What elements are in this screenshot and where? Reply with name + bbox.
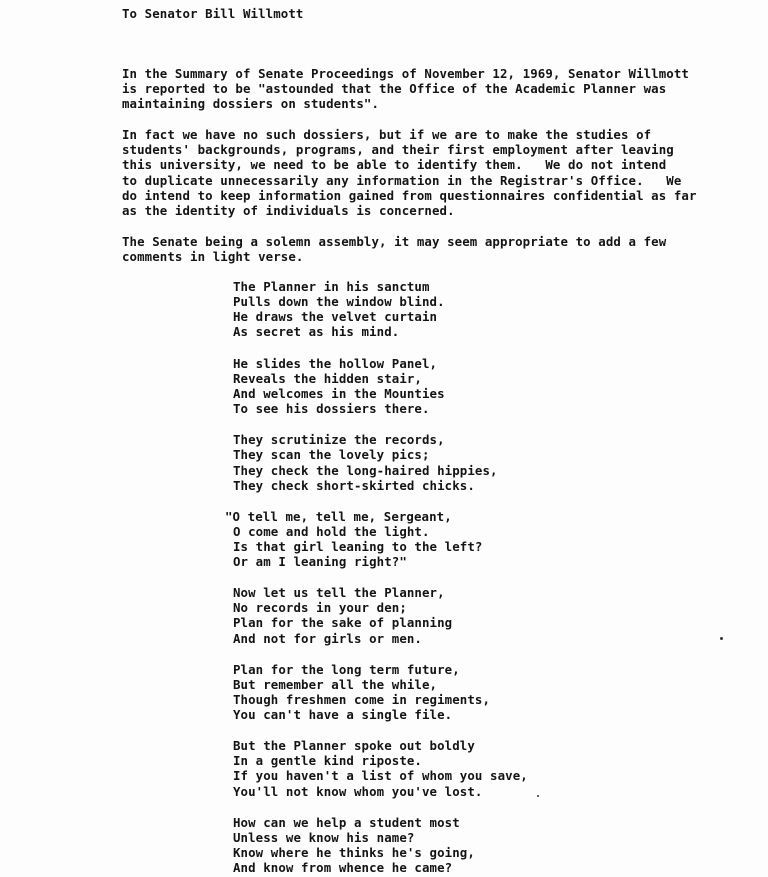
poem-line: Reveals the hidden stair, xyxy=(233,371,422,386)
poem-line: Unless we know his name? xyxy=(233,830,415,845)
text-line: students' backgrounds, programs, and their first employment after leaving xyxy=(122,142,674,157)
poem-line: No records in your den; xyxy=(233,600,407,615)
text-line: In the Summary of Senate Proceedings of November 12, 1969, Senator Willmott xyxy=(122,66,689,81)
poem-line: You'll not know whom you've lost. xyxy=(233,784,483,799)
poem-line: But the Planner spoke out boldly xyxy=(233,738,475,753)
poem-line: They check short-skirted chicks. xyxy=(233,478,475,493)
text-line: maintaining dossiers on students". xyxy=(122,96,380,111)
poem-line: Is that girl leaning to the left? xyxy=(233,539,483,554)
text-line: to duplicate unnecessarily any information in the Registrar's Office. We xyxy=(122,173,682,188)
poem-line: To see his dossiers there. xyxy=(233,401,430,416)
poem-line: As secret as his mind. xyxy=(233,324,400,339)
text-line: is reported to be "astounded that the Office of the Academic Planner was xyxy=(122,81,667,96)
text-line: this university, we need to be able to identify them. We do not intend xyxy=(122,157,667,172)
poem-line: And not for girls or men. xyxy=(233,631,422,646)
text-line: do intend to keep information gained from questionnaires confidential as far xyxy=(122,188,697,203)
poem-line: Plan for the sake of planning xyxy=(233,615,453,630)
scan-speck xyxy=(720,637,723,640)
poem-line: Now let us tell the Planner, xyxy=(233,585,445,600)
poem-line: You can't have a single file. xyxy=(233,707,453,722)
poem-line: Or am I leaning right?" xyxy=(233,554,407,569)
poem-line: O come and hold the light. xyxy=(233,524,430,539)
poem-line: He draws the velvet curtain xyxy=(233,309,438,324)
poem-line: If you haven't a list of whom you save, xyxy=(233,768,528,783)
poem-line: "O tell me, tell me, Sergeant, xyxy=(225,509,452,524)
poem-line: How can we help a student most xyxy=(233,815,460,830)
text-line: In fact we have no such dossiers, but if we are to make the studies of xyxy=(122,127,652,142)
poem-line: And welcomes in the Mounties xyxy=(233,386,445,401)
poem-line: They check the long-haired hippies, xyxy=(233,463,498,478)
poem-line: They scrutinize the records, xyxy=(233,432,445,447)
poem-line: They scan the lovely pics; xyxy=(233,447,430,462)
scan-speck xyxy=(537,795,539,797)
poem-line: But remember all the while, xyxy=(233,677,438,692)
poem-line: Pulls down the window blind. xyxy=(233,294,445,309)
text-line: as the identity of individuals is concerned. xyxy=(122,203,455,218)
poem-line: He slides the hollow Panel, xyxy=(233,356,438,371)
poem-line: Though freshmen come in regiments, xyxy=(233,692,491,707)
text-line: comments in light verse. xyxy=(122,249,304,264)
poem-line: In a gentle kind riposte. xyxy=(233,753,422,768)
poem-line: And know from whence he came? xyxy=(233,860,453,875)
text-line: The Senate being a solemn assembly, it may seem appropriate to add a few xyxy=(122,234,667,249)
poem-line: Know where he thinks he's going, xyxy=(233,845,475,860)
poem-line: Plan for the long term future, xyxy=(233,662,460,677)
poem-line: The Planner in his sanctum xyxy=(233,279,430,294)
addressee-line: To Senator Bill Willmott xyxy=(122,6,304,21)
